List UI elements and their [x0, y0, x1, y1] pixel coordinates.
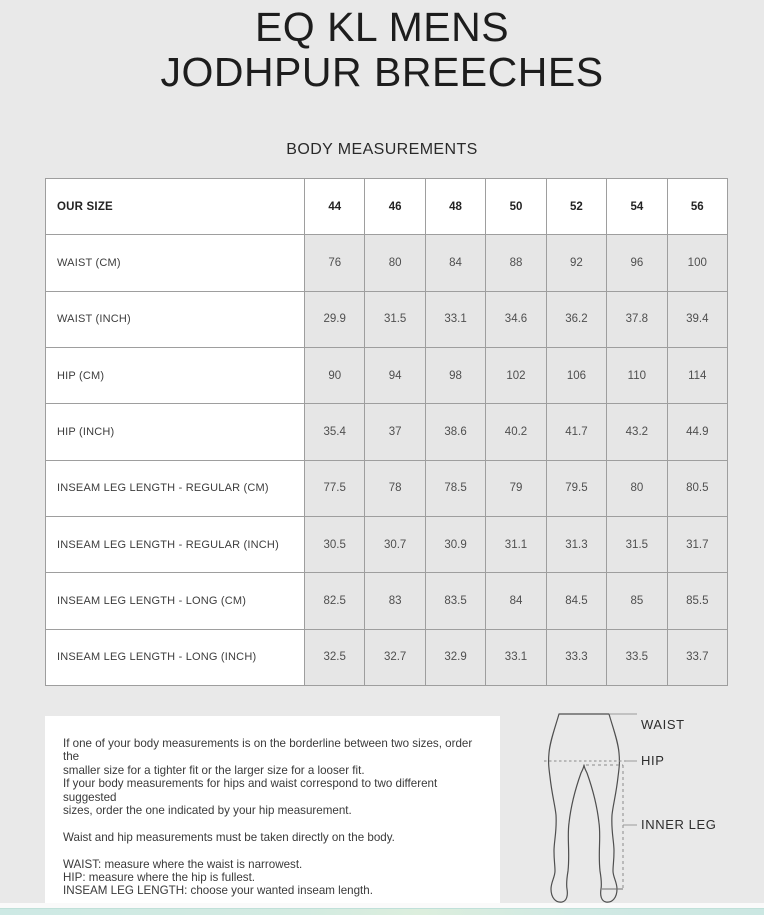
size-value-cell: 33.1: [485, 630, 545, 685]
size-value-cell: 102: [485, 348, 545, 403]
size-value-cell: 80: [606, 461, 666, 516]
size-value-cell: 84: [425, 235, 485, 290]
table-header-row: [46, 179, 727, 234]
size-value-cell: 37: [364, 404, 424, 459]
row-label: INSEAM LEG LENGTH - REGULAR (CM): [46, 461, 304, 516]
size-header-cell: 46: [364, 179, 424, 234]
size-value-cell: 31.1: [485, 517, 545, 572]
size-value-cell: 80.5: [667, 461, 727, 516]
size-value-cell: 90: [304, 348, 364, 403]
header-label: OUR SIZE: [46, 179, 304, 234]
size-value-cell: 37.8: [606, 292, 666, 347]
size-value-cell: 83: [364, 573, 424, 628]
size-header-cell: 50: [485, 179, 545, 234]
size-value-cell: 76: [304, 235, 364, 290]
size-value-cell: 32.5: [304, 630, 364, 685]
size-value-cell: 43.2: [606, 404, 666, 459]
size-value-cell: 31.3: [546, 517, 606, 572]
size-header-cell: 56: [667, 179, 727, 234]
size-value-cell: 35.4: [304, 404, 364, 459]
bottom-teal-strip: [0, 908, 764, 915]
size-value-cell: 94: [364, 348, 424, 403]
size-value-cell: 92: [546, 235, 606, 290]
row-label: WAIST (CM): [46, 235, 304, 290]
size-value-cell: 32.9: [425, 630, 485, 685]
size-value-cell: 30.5: [304, 517, 364, 572]
table-row: [46, 291, 727, 347]
row-label: INSEAM LEG LENGTH - LONG (INCH): [46, 630, 304, 685]
size-value-cell: 78: [364, 461, 424, 516]
size-value-cell: 78.5: [425, 461, 485, 516]
size-value-cell: 33.1: [425, 292, 485, 347]
size-value-cell: 31.7: [667, 517, 727, 572]
size-value-cell: 79: [485, 461, 545, 516]
size-header-cell: 54: [606, 179, 666, 234]
size-value-cell: 85: [606, 573, 666, 628]
size-value-cell: 33.3: [546, 630, 606, 685]
table-row: [46, 629, 727, 685]
size-value-cell: 33.7: [667, 630, 727, 685]
row-label: WAIST (INCH): [46, 292, 304, 347]
size-value-cell: 83.5: [425, 573, 485, 628]
table-row: [46, 572, 727, 628]
size-value-cell: 82.5: [304, 573, 364, 628]
size-value-cell: 34.6: [485, 292, 545, 347]
size-value-cell: 98: [425, 348, 485, 403]
size-value-cell: 106: [546, 348, 606, 403]
table-row: [46, 347, 727, 403]
row-label: HIP (INCH): [46, 404, 304, 459]
size-header-cell: 52: [546, 179, 606, 234]
waist-label: WAIST: [641, 717, 685, 732]
size-value-cell: 79.5: [546, 461, 606, 516]
size-header-cell: 48: [425, 179, 485, 234]
size-value-cell: 32.7: [364, 630, 424, 685]
size-value-cell: 33.5: [606, 630, 666, 685]
measurement-diagram: [530, 703, 764, 913]
row-label: HIP (CM): [46, 348, 304, 403]
row-label: INSEAM LEG LENGTH - REGULAR (INCH): [46, 517, 304, 572]
page-title-line1: EQ KL MENS: [254, 4, 510, 50]
info-box: [45, 716, 500, 905]
size-table: [45, 178, 728, 686]
hip-label: HIP: [641, 753, 665, 768]
info-text: If one of your body measurements is on the borderline between two sizes, order the smaller size for a tighter fit or the larger size for a looser fit. If your body measurements for hips and waist correspond to two different suggested sizes, order the one indicated by your hip measurement. Waist and hip measurements must be taken directly on the body. WAIST: measure where the waist is narrowest. HIP: measure where the hip is fullest. INSEAM LEG LENGTH: choose your wanted inseam length.: [63, 737, 473, 898]
size-value-cell: 41.7: [546, 404, 606, 459]
inner-leg-label: INNER LEG: [641, 817, 717, 832]
size-value-cell: 77.5: [304, 461, 364, 516]
size-value-cell: 84.5: [546, 573, 606, 628]
table-row: [46, 516, 727, 572]
size-value-cell: 110: [606, 348, 666, 403]
size-value-cell: 39.4: [667, 292, 727, 347]
size-value-cell: 38.6: [425, 404, 485, 459]
section-title: BODY MEASUREMENTS: [286, 141, 478, 158]
size-value-cell: 36.2: [546, 292, 606, 347]
size-value-cell: 88: [485, 235, 545, 290]
size-value-cell: 31.5: [606, 517, 666, 572]
table-row: [46, 460, 727, 516]
size-value-cell: 40.2: [485, 404, 545, 459]
breeches-outline-icon: [530, 703, 764, 913]
table-row: [46, 403, 727, 459]
row-label: INSEAM LEG LENGTH - LONG (CM): [46, 573, 304, 628]
page-title: [0, 5, 764, 95]
size-value-cell: 96: [606, 235, 666, 290]
size-value-cell: 84: [485, 573, 545, 628]
size-value-cell: 100: [667, 235, 727, 290]
size-value-cell: 85.5: [667, 573, 727, 628]
size-value-cell: 30.9: [425, 517, 485, 572]
size-value-cell: 80: [364, 235, 424, 290]
size-value-cell: 44.9: [667, 404, 727, 459]
size-header-cell: 44: [304, 179, 364, 234]
size-value-cell: 114: [667, 348, 727, 403]
size-value-cell: 30.7: [364, 517, 424, 572]
size-value-cell: 31.5: [364, 292, 424, 347]
size-value-cell: 29.9: [304, 292, 364, 347]
table-row: [46, 234, 727, 290]
page-title-line2: JODHPUR BREECHES: [160, 49, 604, 95]
